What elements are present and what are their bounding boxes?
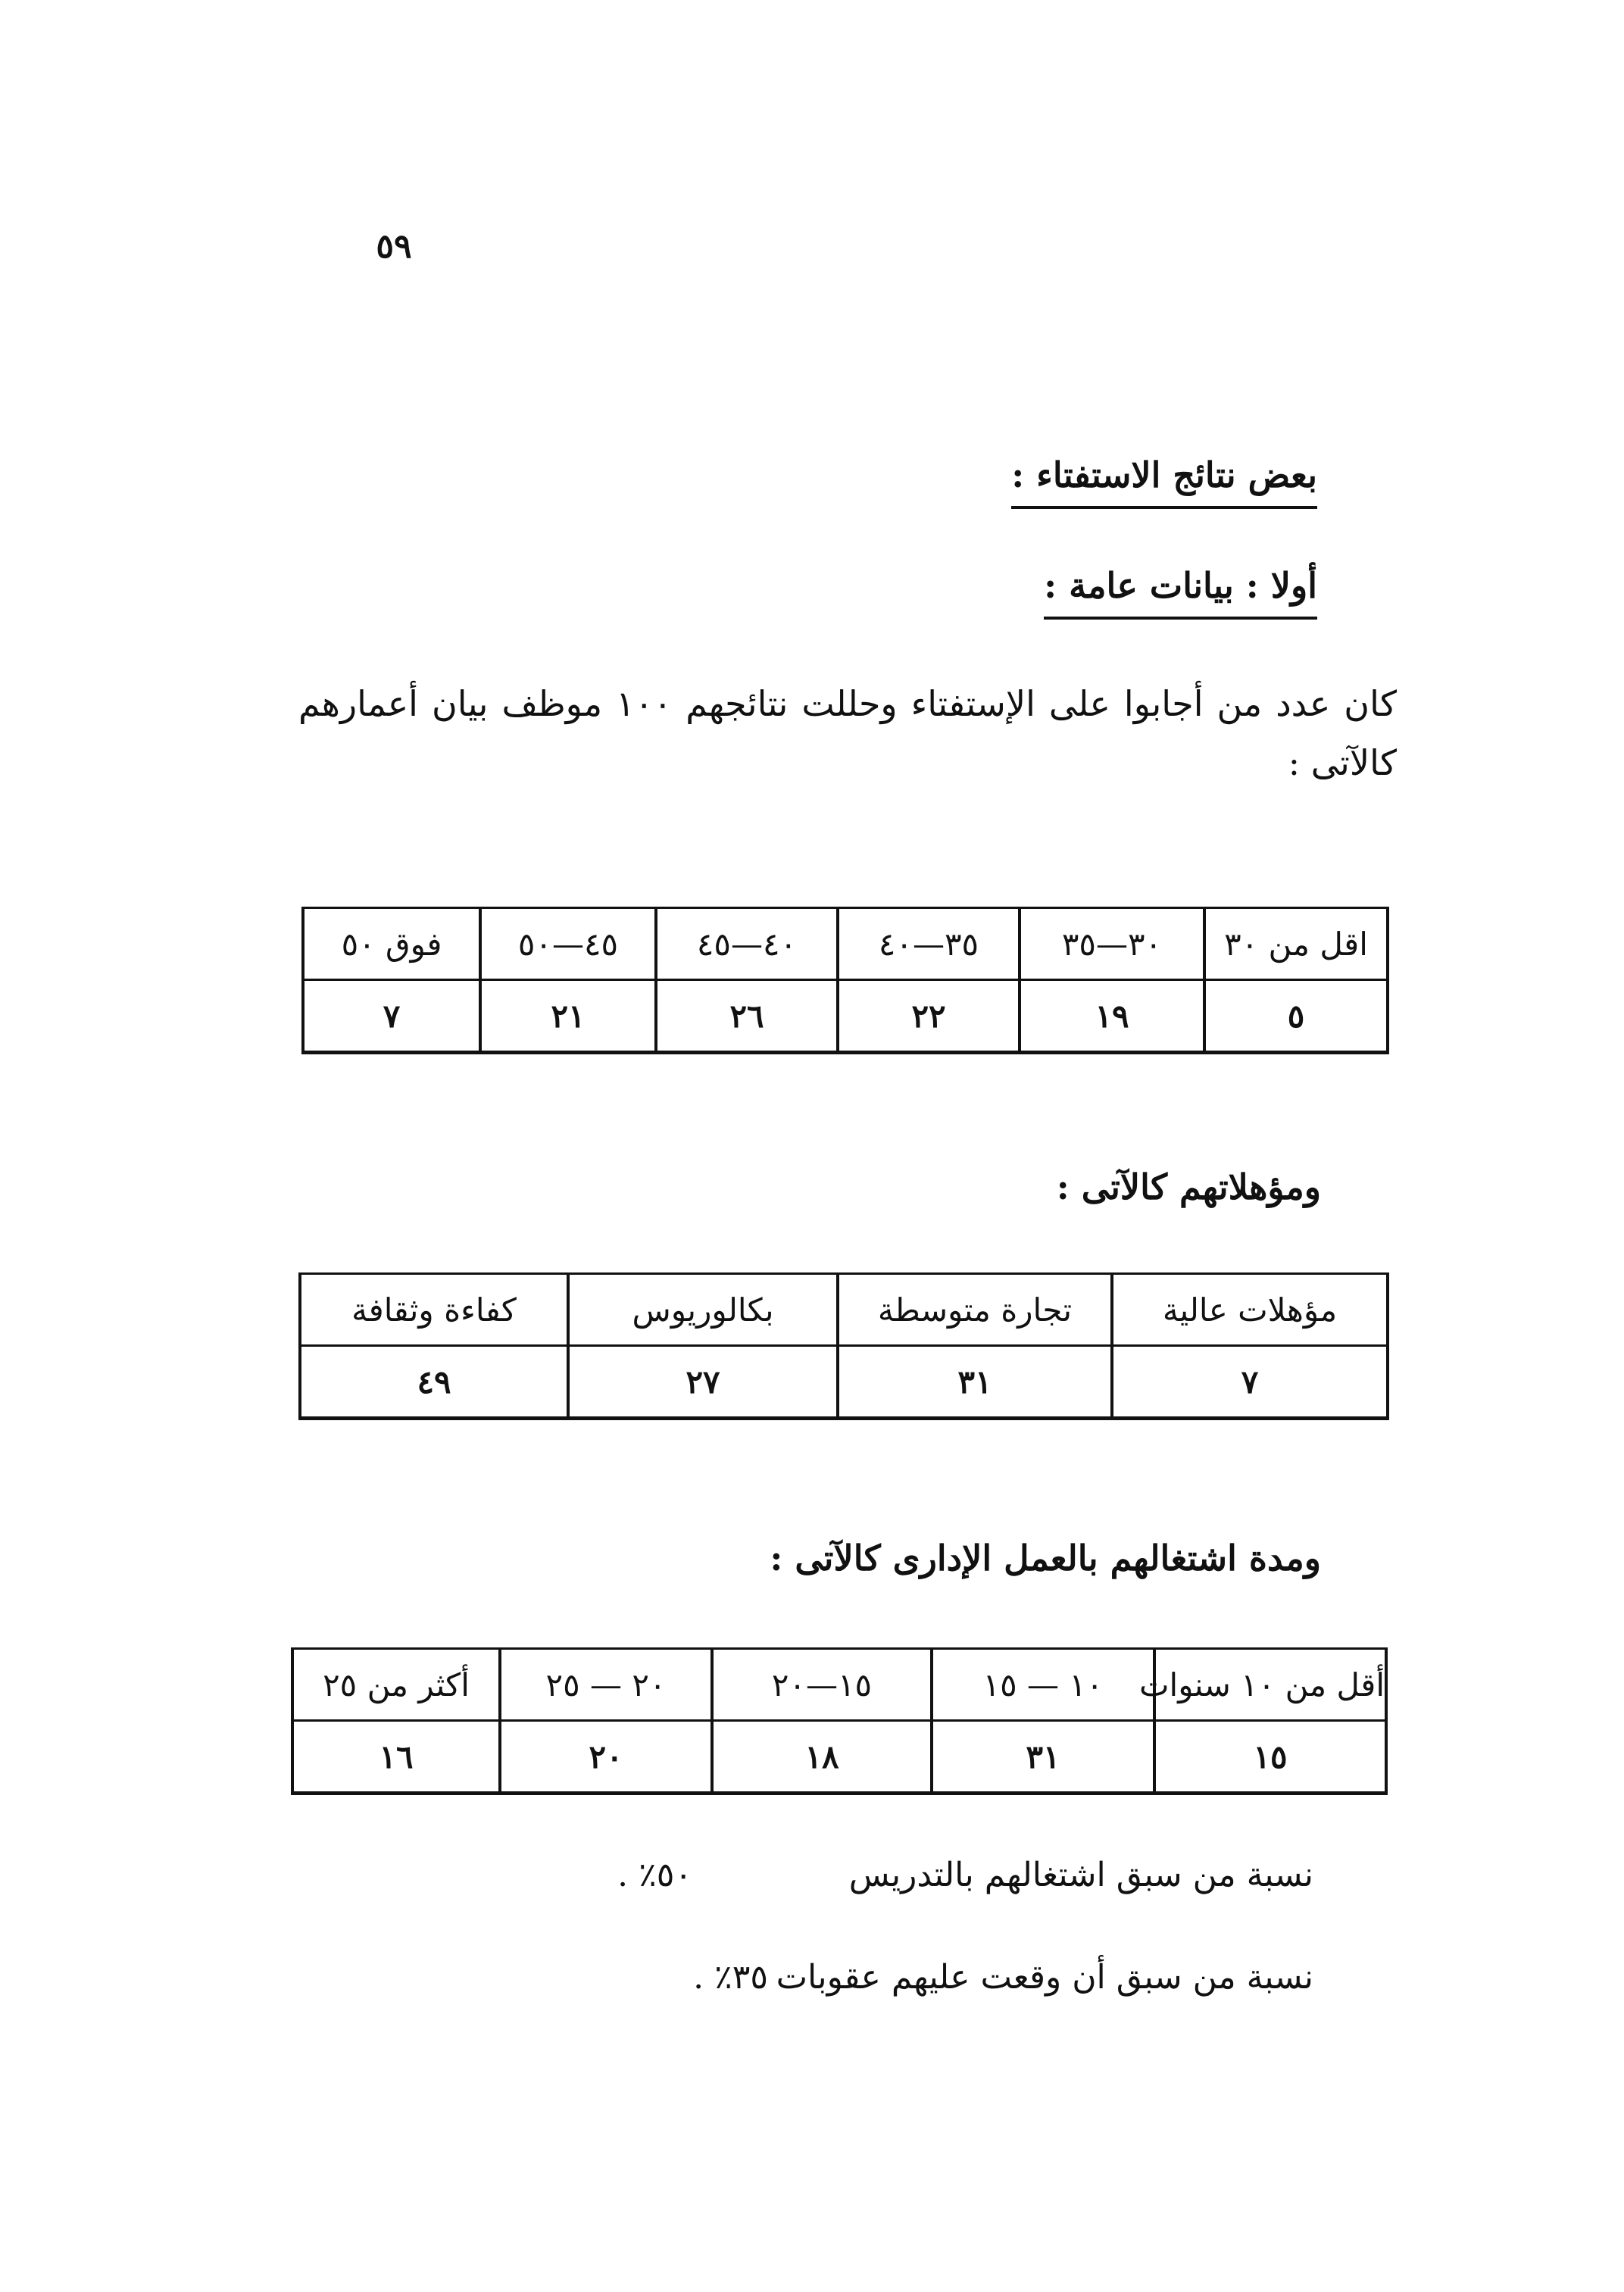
service-value-cell: ١٥: [1154, 1721, 1386, 1794]
ages-value-cell: ٥: [1204, 980, 1388, 1053]
service-value-cell: ٢٠: [500, 1721, 712, 1794]
service-header-row: [292, 1649, 1386, 1721]
ages-value-cell: ٢٢: [838, 980, 1020, 1053]
qualifications-header-row: [300, 1274, 1388, 1346]
qualifications-value-cell: ٢٧: [568, 1346, 838, 1419]
qualifications-value-cell: ٧: [1112, 1346, 1388, 1419]
general-data-heading: أولا : بيانات عامة :: [1044, 565, 1317, 620]
qualifications-values-row: [300, 1346, 1388, 1419]
service-value-cell: ١٨: [712, 1721, 932, 1794]
penalties-stat-value: ٣٥٪ .: [693, 1958, 768, 1997]
ages-value-cell: ٧: [303, 980, 480, 1053]
ages-table: [301, 907, 1389, 1054]
intro-paragraph: كان عدد من أجابوا على الإستفتاء وحللت نتائجهم ١٠٠ موظف بيان أعمارهم كالآتى :: [298, 683, 1398, 783]
ages-header-cell: ٣٠—٣٥: [1020, 908, 1204, 980]
service-header-cell: أكثر من ٢٥: [292, 1649, 500, 1721]
results-heading: بعض نتائج الاستفتاء :: [1011, 454, 1317, 509]
service-value-cell: ٣١: [932, 1721, 1154, 1794]
teaching-stat-value: ٥٠٪ .: [617, 1856, 692, 1894]
qualifications-header-cell: بكالوريوس: [568, 1274, 838, 1346]
ages-value-cell: ٢١: [480, 980, 656, 1053]
qualifications-table: [298, 1272, 1389, 1420]
ages-values-row: [303, 980, 1388, 1053]
service-caption: ومدة اشتغالهم بالعمل الإدارى كالآتى :: [770, 1538, 1321, 1578]
qualifications-caption: ومؤهلاتهم كالآتى :: [1056, 1166, 1321, 1207]
ages-header-cell: ٤٥—٥٠: [480, 908, 656, 980]
qualifications-value-cell: ٤٩: [300, 1346, 568, 1419]
qualifications-header-cell: مؤهلات عالية: [1112, 1274, 1388, 1346]
ages-header-cell: اقل من ٣٠: [1204, 908, 1388, 980]
ages-value-cell: ١٩: [1020, 980, 1204, 1053]
service-header-cell: ٢٠ — ٢٥: [500, 1649, 712, 1721]
page-number: ٥٩: [376, 227, 412, 266]
ages-value-cell: ٢٦: [656, 980, 838, 1053]
ages-header-row: [303, 908, 1388, 980]
service-value-cell: ١٦: [292, 1721, 500, 1794]
qualifications-header-cell: تجارة متوسطة: [838, 1274, 1112, 1346]
ages-header-cell: ٤٠—٤٥: [656, 908, 838, 980]
ages-header-cell: فوق ٥٠: [303, 908, 480, 980]
service-header-cell: ١٥—٢٠: [712, 1649, 932, 1721]
service-table: [291, 1647, 1388, 1795]
penalties-stat-label: نسبة من سبق أن وقعت عليهم عقوبات: [776, 1958, 1313, 1997]
qualifications-value-cell: ٣١: [838, 1346, 1112, 1419]
ages-header-cell: ٣٥—٤٠: [838, 908, 1020, 980]
service-header-cell: أقل من ١٠ سنوات: [1154, 1649, 1386, 1721]
service-values-row: [292, 1721, 1386, 1794]
service-header-cell: ١٠ — ١٥: [932, 1649, 1154, 1721]
qualifications-header-cell: كفاءة وثقافة: [300, 1274, 568, 1346]
teaching-stat-label: نسبة من سبق اشتغالهم بالتدريس: [848, 1856, 1313, 1894]
